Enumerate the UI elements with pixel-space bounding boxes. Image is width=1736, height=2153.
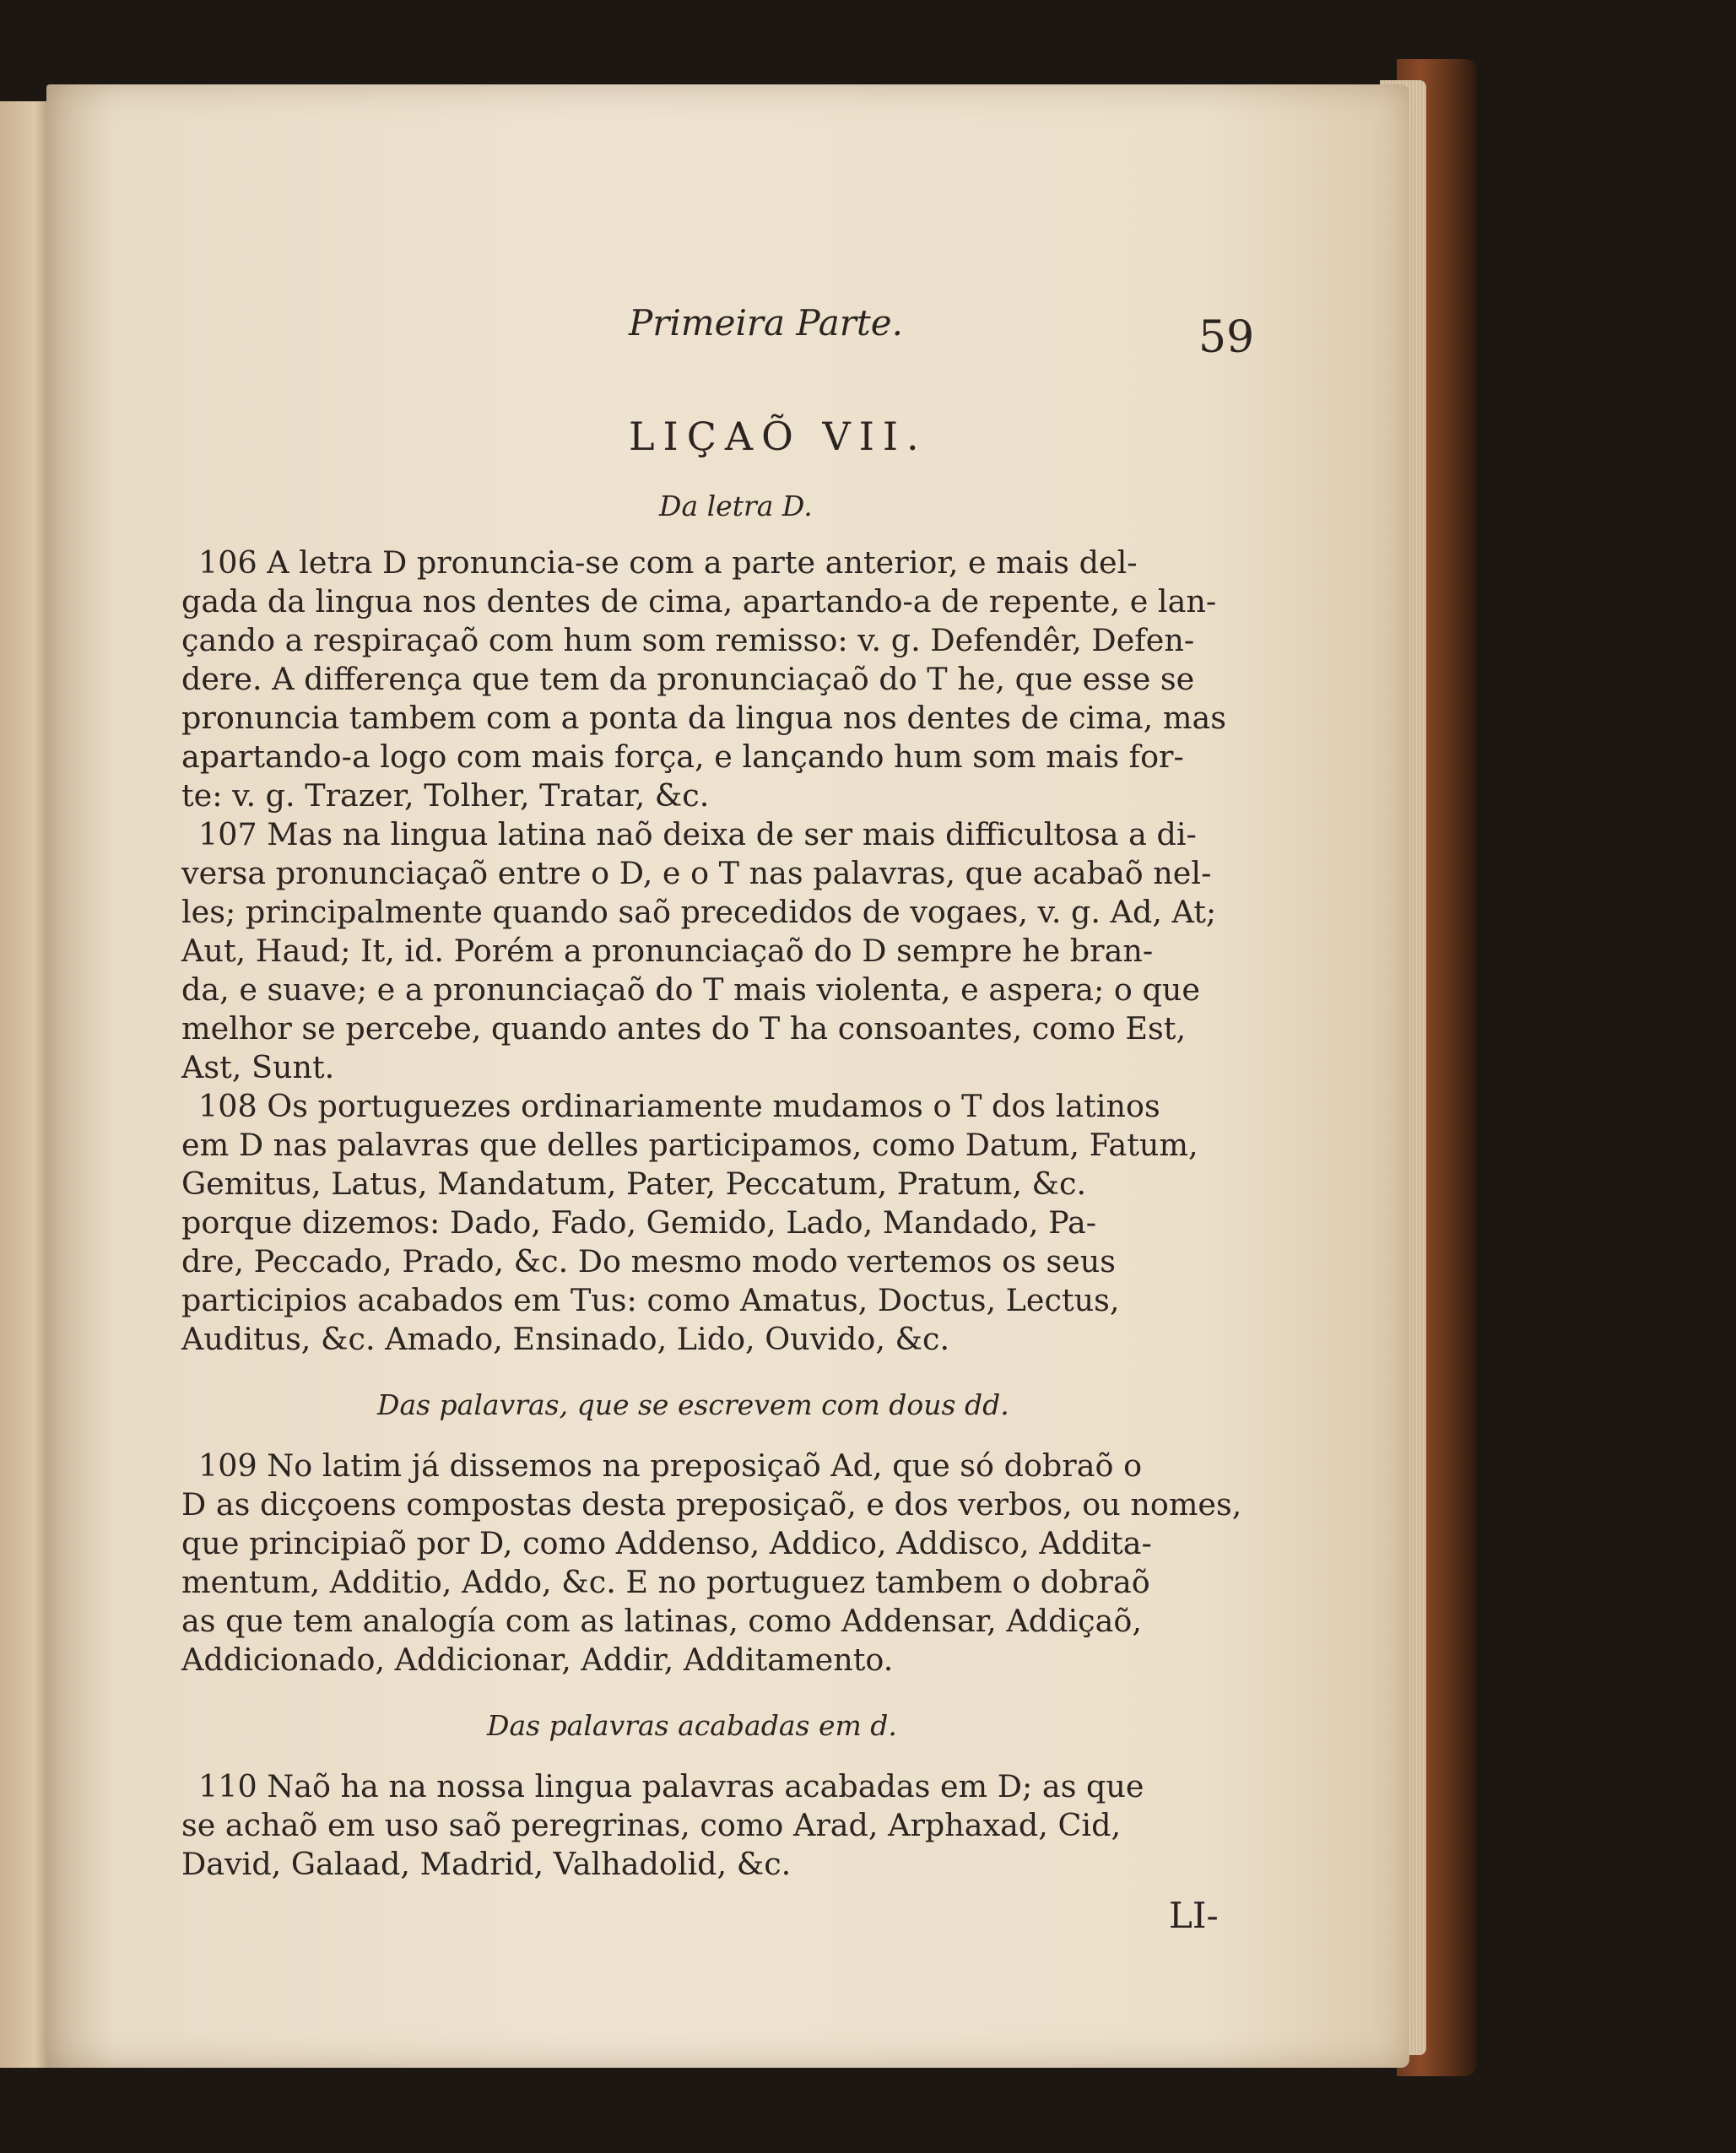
text-line: as que tem analogía com as latinas, como Addensar, Addiçaõ,: [181, 1603, 1142, 1639]
text-line: 108 Os portuguezes ordinariamente mudamos o T dos latinos: [198, 1088, 1160, 1124]
text-line: Addicionado, Addicionar, Addir, Additamento.: [181, 1642, 894, 1678]
text-line: que principiaõ por D, como Addenso, Addico, Addisco, Addita-: [181, 1525, 1152, 1561]
page-number: 59: [1198, 312, 1255, 363]
catchword: LI-: [1169, 1895, 1219, 1936]
section-heading: Das palavras, que se escrevem com dous dd.: [377, 1388, 1009, 1421]
text-line: 110 Naõ ha na nossa lingua palavras acabadas em D; as que: [198, 1768, 1144, 1804]
text-line: D as dicçoens compostas desta preposiçaõ, e dos verbos, ou nomes,: [181, 1486, 1242, 1523]
text-line: les; principalmente quando saõ precedidos de vogaes, v. g. Ad, At;: [181, 894, 1217, 930]
text-line: participios acabados em Tus: como Amatus, Doctus, Lectus,: [181, 1282, 1120, 1318]
text-line: melhor se percebe, quando antes do T ha consoantes, como Est,: [181, 1010, 1187, 1047]
section-heading: Da letra D.: [659, 490, 813, 522]
text-line: apartando-a logo com mais força, e lançando hum som mais for-: [181, 738, 1184, 775]
text-line: 109 No latim já dissemos na preposiçaõ Ad, que só dobraõ o: [198, 1447, 1143, 1484]
text-line: David, Galaad, Madrid, Valhadolid, &c.: [181, 1846, 792, 1882]
text-line: mentum, Additio, Addo, &c. E no portuguez tambem o dobraõ: [181, 1564, 1150, 1600]
text-line: te: v. g. Trazer, Tolher, Tratar, &c.: [181, 777, 710, 814]
text-line: Aut, Haud; It, id. Porém a pronunciaçaõ do D sempre he bran-: [181, 933, 1154, 969]
text-line: çando a respiraçaõ com hum som remisso: v. g. Defendêr, Defen-: [181, 622, 1195, 658]
text-line: em D nas palavras que delles participamos, como Datum, Fatum,: [181, 1127, 1198, 1163]
text-line: Auditus, &c. Amado, Ensinado, Lido, Ouvido, &c.: [181, 1321, 950, 1357]
lesson-title: LIÇAÕ VII.: [629, 414, 927, 459]
running-head: Primeira Parte.: [629, 302, 903, 344]
text-line: Gemitus, Latus, Mandatum, Pater, Peccatum, Pratum, &c.: [181, 1166, 1087, 1202]
text-line: gada da lingua nos dentes de cima, apartando-a de repente, e lan-: [181, 583, 1217, 619]
text-line: Ast, Sunt.: [181, 1049, 335, 1085]
section-heading: Das palavras acabadas em d.: [487, 1709, 897, 1742]
text-line: se achaõ em uso saõ peregrinas, como Arad, Arphaxad, Cid,: [181, 1807, 1122, 1843]
text-line: 107 Mas na lingua latina naõ deixa de ser mais difficultosa a di-: [198, 816, 1197, 852]
text-line: dre, Peccado, Prado, &c. Do mesmo modo vertemos os seus: [181, 1243, 1117, 1279]
text-line: 106 A letra D pronuncia-se com a parte anterior, e mais del-: [198, 544, 1138, 581]
text-line: porque dizemos: Dado, Fado, Gemido, Lado, Mandado, Pa-: [181, 1204, 1097, 1241]
text-line: dere. A differença que tem da pronunciaçaõ do T he, que esse se: [181, 661, 1195, 697]
book-page: [46, 84, 1409, 2068]
text-line: pronuncia tambem com a ponta da lingua nos dentes de cima, mas: [181, 700, 1226, 736]
text-line: versa pronunciaçaõ entre o D, e o T nas palavras, que acabaõ nel-: [181, 855, 1212, 891]
text-line: da, e suave; e a pronunciaçaõ do T mais violenta, e aspera; o que: [181, 971, 1200, 1008]
